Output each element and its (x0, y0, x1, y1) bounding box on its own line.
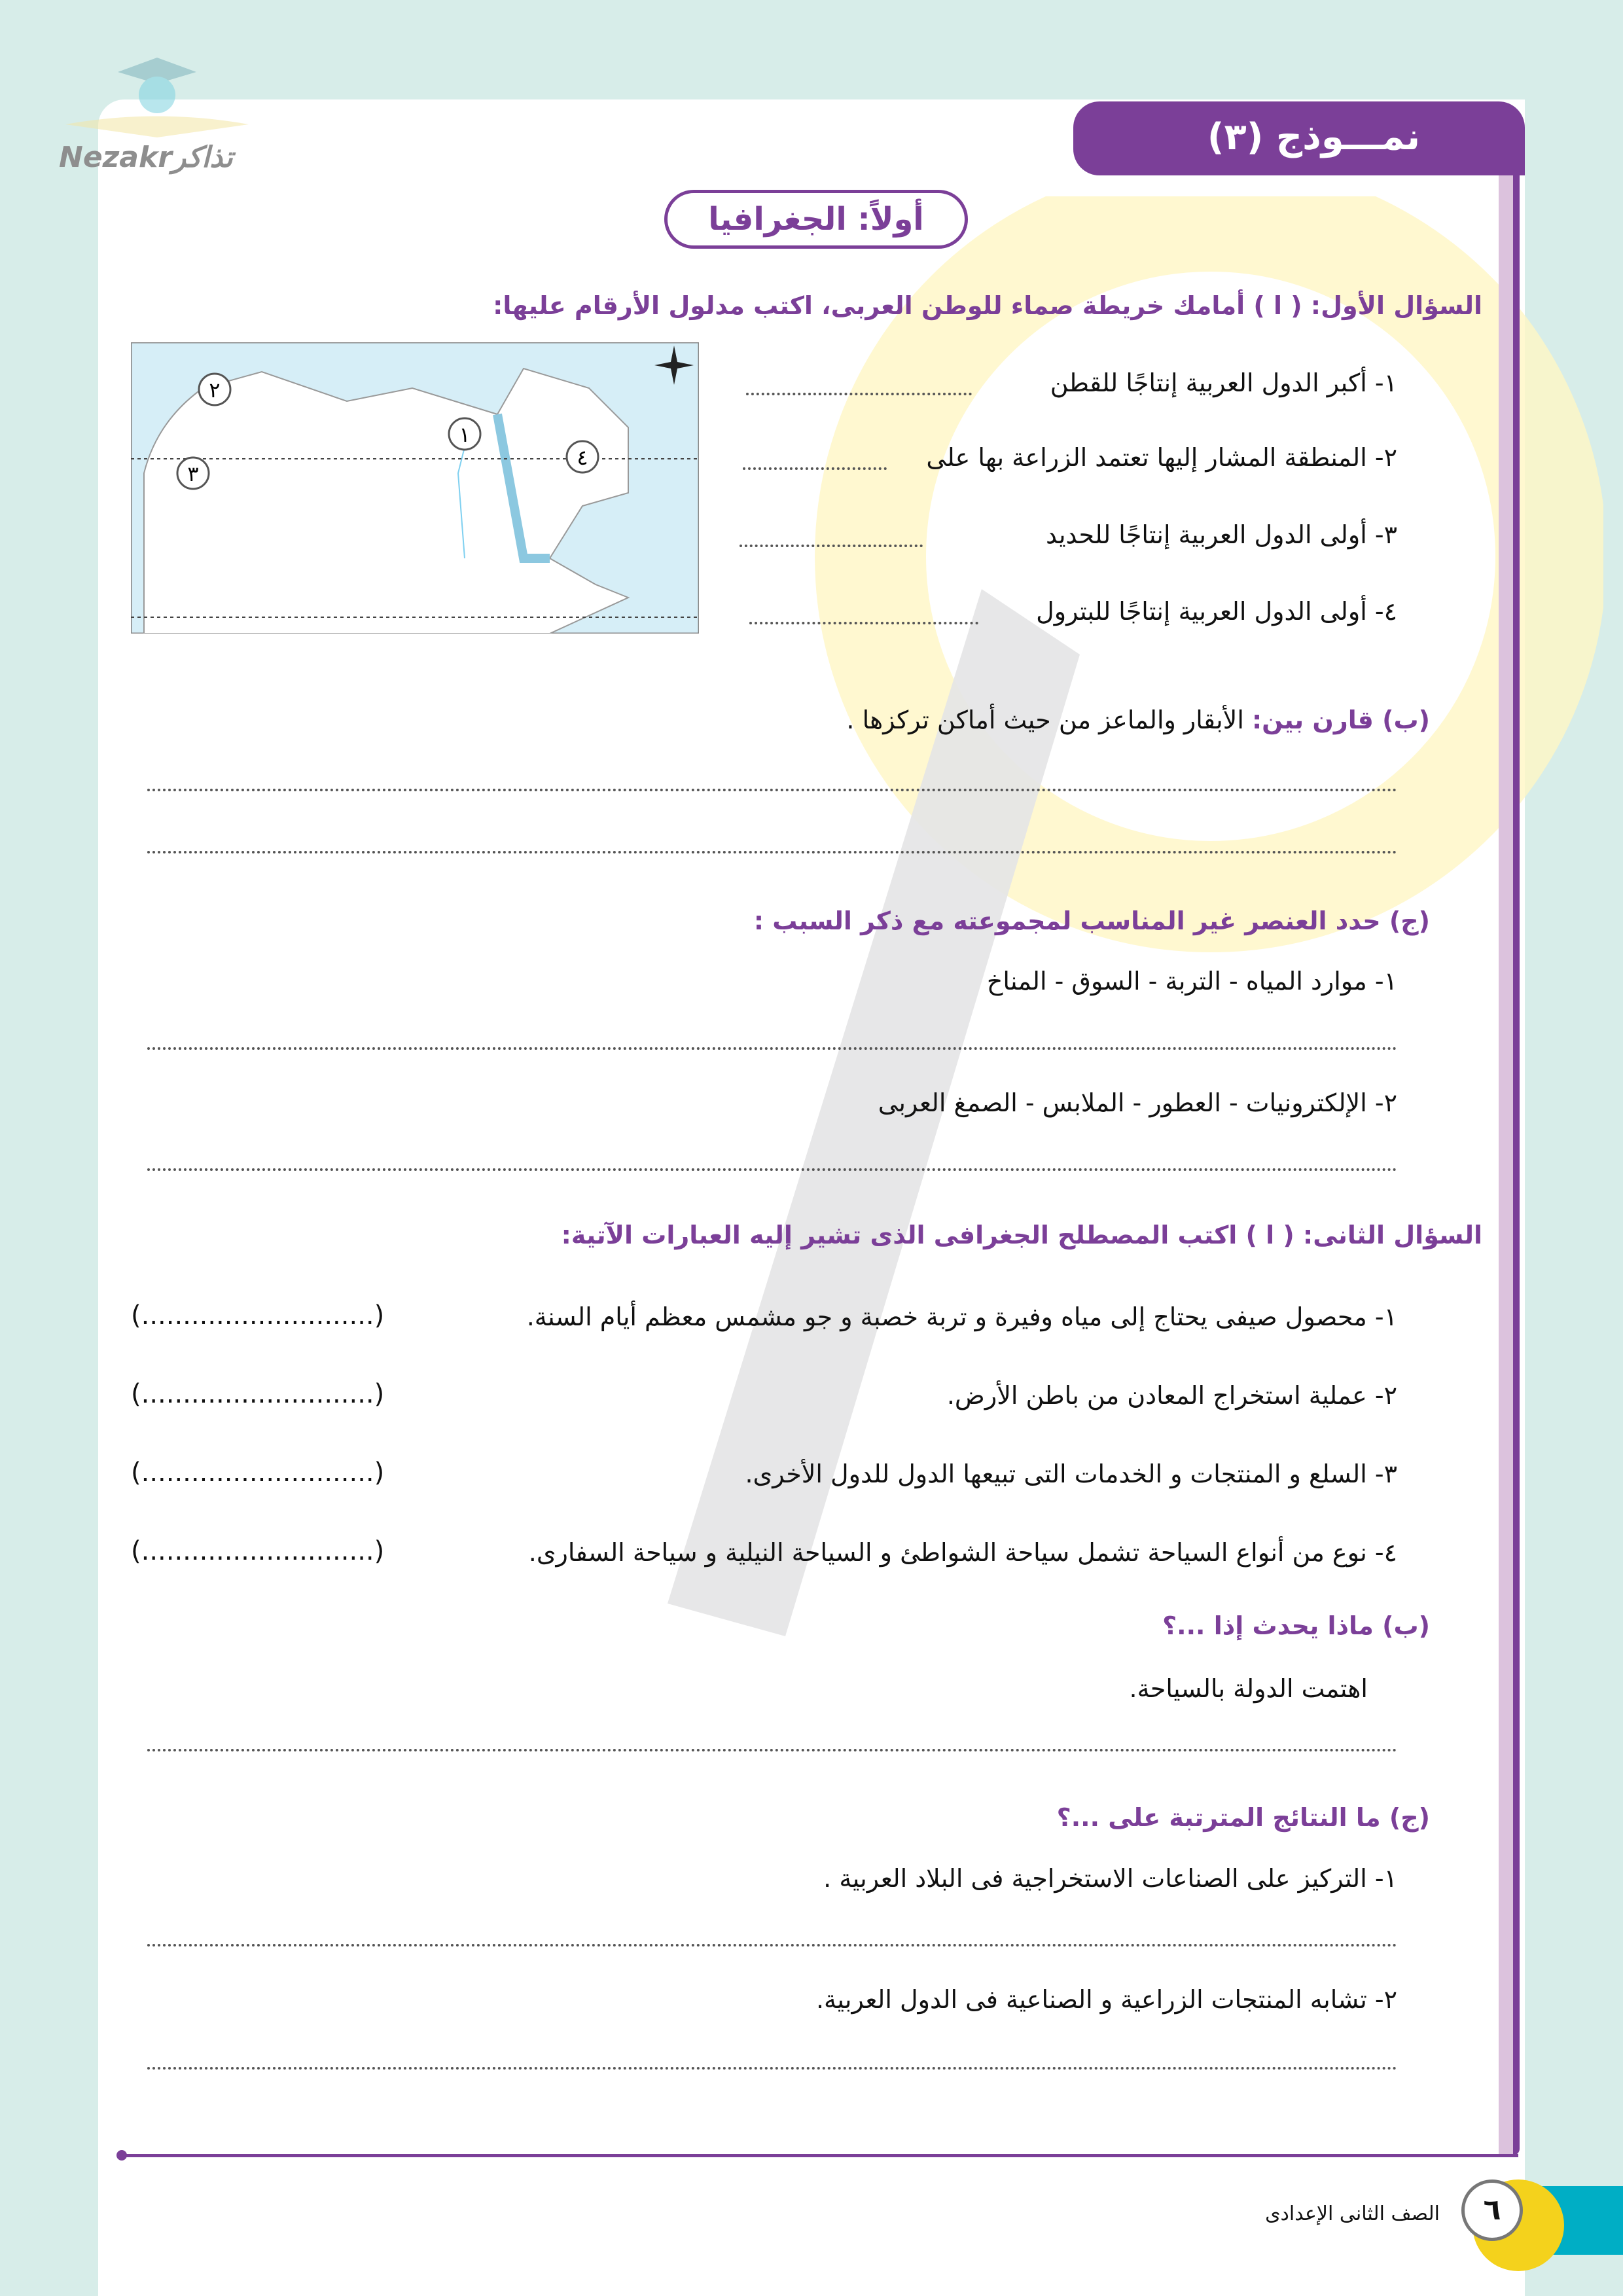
q2-c-answer-line-2[interactable] (147, 2067, 1397, 2070)
page-number: ٦ (1483, 2193, 1501, 2227)
svg-text:٤: ٤ (577, 445, 588, 470)
footer-grade: الصف الثانى الإعدادى (1265, 2202, 1440, 2225)
q1-b-answer-line-1[interactable] (147, 789, 1397, 791)
q2-c-item-1: ١- التركيز على الصناعات الاستخراجية فى البلاد العربية . (823, 1864, 1397, 1893)
q2-b-label: (ب) ماذا يحدث إذا ...؟ (1162, 1611, 1430, 1640)
arab-world-blank-map (131, 342, 699, 634)
section-title-pill (664, 190, 968, 249)
svg-text:١: ١ (459, 422, 471, 447)
map-label-4 (567, 441, 598, 473)
q2-b-answer-line[interactable] (147, 1749, 1397, 1751)
q2-c-label: (ج) ما النتائج المترتبة على ...؟ (1056, 1803, 1430, 1832)
q2-item-3: ٣- السلع و المنتجات و الخدمات التى تبيعها الدول للدول الأخرى. (745, 1460, 1397, 1488)
q2-answer-blank-3[interactable]: (............................) (131, 1458, 385, 1488)
map-label-2 (199, 374, 230, 405)
bottom-rule (121, 2154, 1518, 2157)
q2-answer-blank-2[interactable]: (............................) (131, 1379, 385, 1409)
side-strip (1499, 175, 1513, 2155)
q1-c-answer-line-1[interactable] (147, 1047, 1397, 1050)
q2-c-answer-line-1[interactable] (147, 1944, 1397, 1946)
model-title-tab (1073, 101, 1525, 175)
logo (52, 46, 262, 177)
q1-c-label: (ج) حدد العنصر غير المناسب لمجموعته مع ذكر السبب : (753, 906, 1430, 935)
q1-b-label: (ب) قارن بين: (1251, 706, 1430, 734)
q2-item-2: ٢- عملية استخراج المعادن من باطن الأرض. (946, 1381, 1397, 1410)
q2-item-1: ١- محصول صيفى يحتاج إلى مياه وفيرة و تربة خصبة و جو مشمس معظم أيام السنة. (526, 1302, 1397, 1331)
page-number-badge (1461, 2179, 1523, 2241)
section-title: أولاً: الجغرافيا (708, 201, 924, 238)
q1-item-1: ١- أكبر الدول العربية إنتاجًا للقطن (1050, 368, 1397, 397)
q1-answer-line-1[interactable] (746, 393, 972, 395)
q1-heading: السؤال الأول: ( ا ) أمامك خريطة صماء للوطن العربى، اكتب مدلول الأرقام عليها: (493, 291, 1482, 320)
q1-answer-line-3[interactable] (740, 545, 923, 547)
q1-answer-line-2[interactable] (743, 467, 887, 470)
map-label-3 (177, 457, 209, 489)
q2-c-item-2: ٢- تشابه المنتجات الزراعية و الصناعية فى الدول العربية. (815, 1985, 1397, 2014)
q2-heading: السؤال الثانى: ( ا ) اكتب المصطلح الجغرافى الذى تشير إليه العبارات الآتية: (561, 1221, 1482, 1249)
q1-item-2: ٢- المنطقة المشار إليها تعتمد الزراعة بها على (926, 443, 1397, 472)
q1-item-4: ٤- أولى الدول العربية إنتاجًا للبترول (1036, 597, 1397, 626)
q2-answer-blank-4[interactable]: (............................) (131, 1536, 385, 1566)
q1-answer-line-4[interactable] (749, 622, 978, 624)
q1-item-3: ٣- أولى الدول العربية إنتاجًا للحديد (1046, 520, 1397, 549)
side-border (1513, 175, 1520, 2155)
q1-b (846, 706, 1430, 734)
q1-c-answer-line-2[interactable] (147, 1168, 1397, 1171)
q2-answer-blank-1[interactable]: (............................) (131, 1300, 385, 1331)
svg-text:٢: ٢ (209, 378, 221, 403)
q1-b-text: الأبقار والماعز من حيث أماكن تركزها . (846, 706, 1244, 734)
bottom-rule-dot (116, 2150, 127, 2161)
svg-text:٣: ٣ (187, 461, 199, 486)
graduate-book-icon (52, 46, 249, 144)
map-label-1 (449, 418, 480, 450)
model-title: نمـــوذج (٣) (1207, 116, 1420, 158)
q2-b-text: اهتمت الدولة بالسياحة. (1129, 1674, 1368, 1703)
q1-c-item-2: ٢- الإلكترونيات - العطور - الملابس - الصمغ العربى (878, 1088, 1397, 1117)
q2-item-4: ٤- نوع من أنواع السياحة تشمل سياحة الشواطئ و السياحة النيلية و سياحة السفارى. (528, 1538, 1397, 1567)
logo-text-arabic: تذاكر (171, 141, 233, 174)
q1-c-item-1: ١- موارد المياه - التربة - السوق - المناخ (986, 967, 1397, 996)
q1-b-answer-line-2[interactable] (147, 851, 1397, 853)
logo-text-latin: Nezakr (59, 141, 172, 174)
